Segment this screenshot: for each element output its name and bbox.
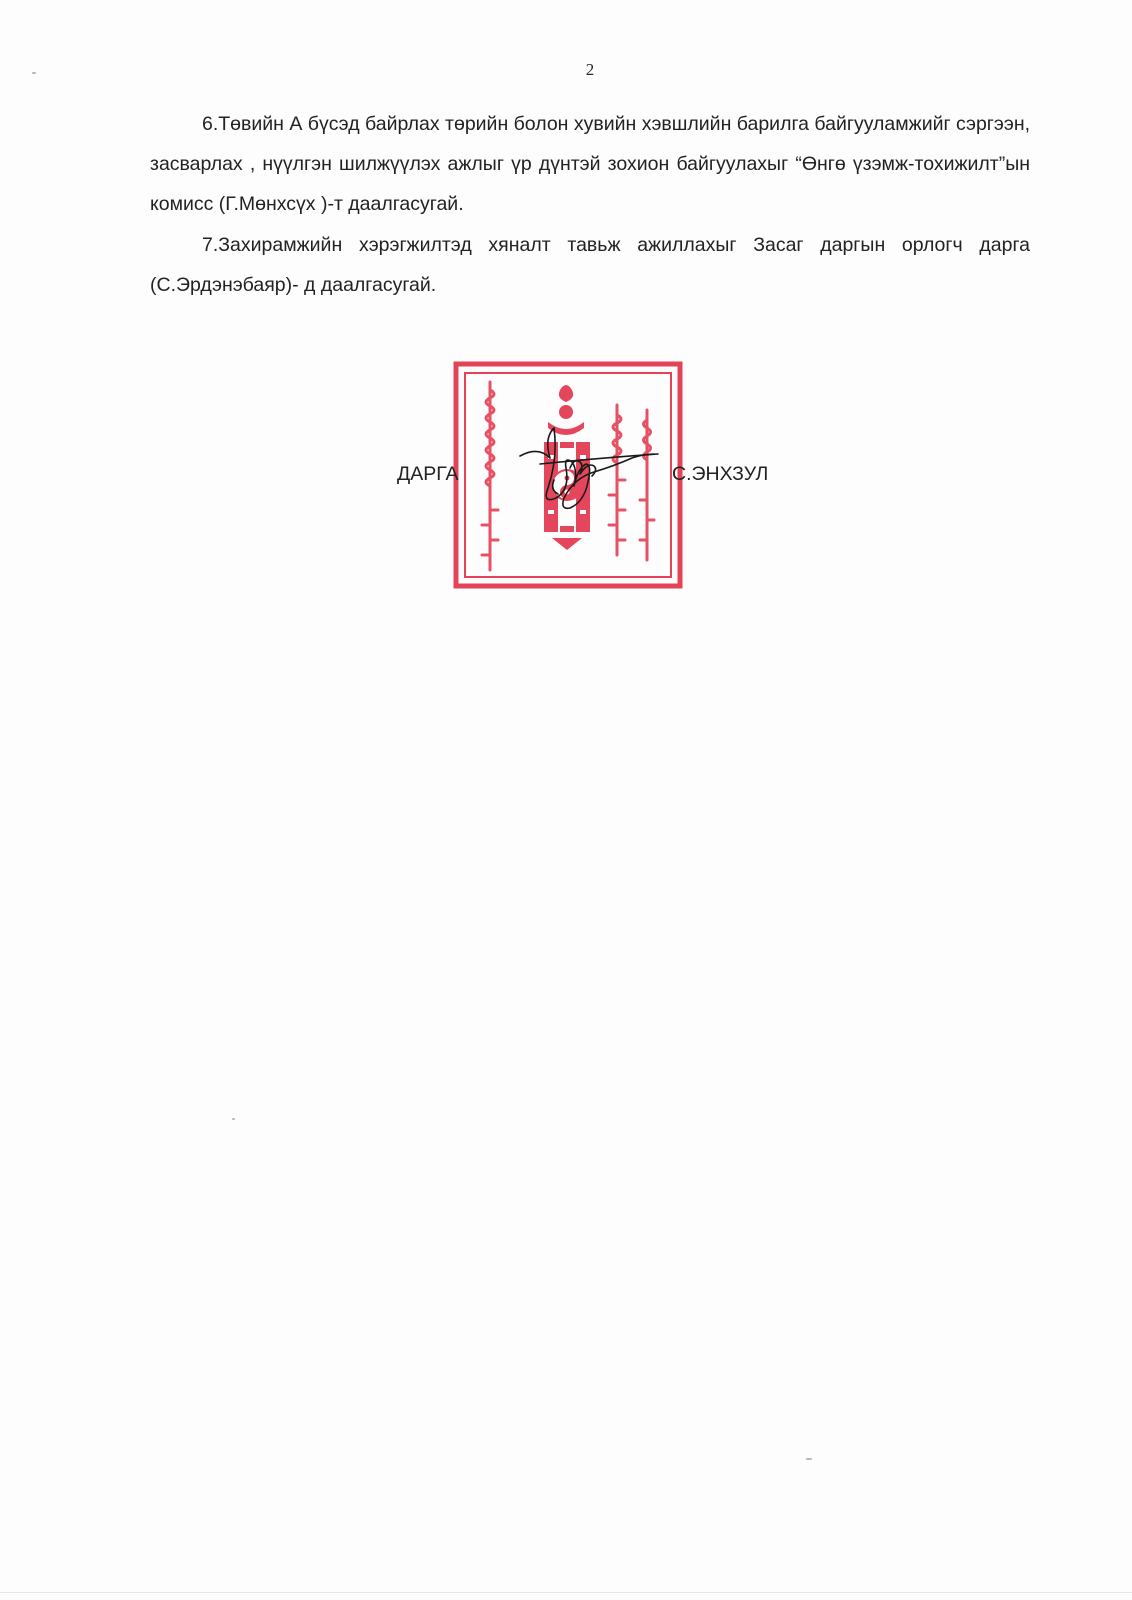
scan-speck: [232, 1118, 235, 1120]
page-number: 2: [585, 60, 595, 79]
paragraph-item-6: 6.Төвийн А бүсэд байрлах төрийн болон хувийн хэвшлийн барилга байгууламжийг сэргээн, засварлах , нүүлгэн шилжүүлэх ажлыг үр дүнтэй зохион байгуулахыг “Өнгө үзэмж-тохижилт”ын комисс (Г.Мөнхсүх )-т даалгасугай.: [150, 113, 1030, 215]
scan-speck: [806, 1458, 812, 1460]
document-body: [150, 104, 1030, 306]
page-edge-line: [0, 1592, 1132, 1593]
scan-speck: [32, 72, 36, 74]
official-seal-stamp: [452, 360, 684, 590]
paragraph-item-7: 7.Захирамжийн хэрэгжилтэд хяналт тавьж ажиллахыг Засаг даргын орлогч дарга (С.Эрдэнэбаяр)- д даалгасугай.: [150, 234, 1030, 296]
handwritten-signature: [510, 420, 670, 530]
signatory-title: ДАРГА: [397, 463, 459, 485]
signatory-name: С.ЭНХЗУЛ: [672, 463, 769, 485]
